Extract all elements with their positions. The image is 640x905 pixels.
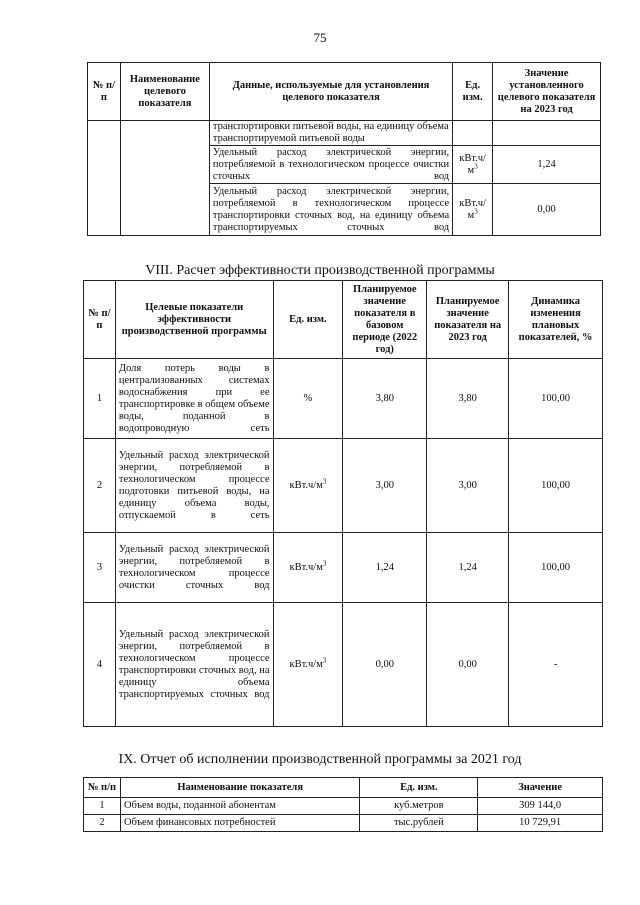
cell-unit: %: [273, 359, 343, 439]
header-num: № п/п: [84, 778, 121, 798]
section-9-title: IX. Отчет об исполнении производственной программы за 2021 год: [118, 752, 522, 767]
header-value: Значение: [478, 778, 603, 798]
cell-value: 0,00: [493, 184, 601, 236]
header-unit: Ед. изм.: [273, 281, 343, 359]
cell-name: Удельный расход электрической энергии, потребляемой в технологическом процессе транспортировки сточных вод, на единицу объема транспортируемых сточных вод: [115, 603, 273, 727]
header-plan: Планируемое значение показателя на 2023 год: [427, 281, 509, 359]
cell-num: 2: [84, 439, 116, 533]
cell-plan: 1,24: [427, 533, 509, 603]
table-row: [84, 798, 603, 815]
cell-unit: $кВт.ч/м^3$: [453, 146, 493, 184]
cell-plan: 3,00: [427, 439, 509, 533]
section-8-title: VIII. Расчет эффективности производственной программы: [145, 263, 495, 278]
cell-num: 3: [84, 533, 116, 603]
cell-plan: 3,80: [427, 359, 509, 439]
page-number: 75: [313, 30, 327, 45]
cell-base: 1,24: [343, 533, 427, 603]
cell-num: 1: [84, 359, 116, 439]
cell-dynamics: 100,00: [509, 533, 603, 603]
cell-unit: [453, 121, 493, 146]
table-row: [84, 815, 603, 832]
cell-name: Доля потерь воды в централизованных системах водоснабжения при ее транспортировке в общем объеме воды, поданной в водопроводную сеть: [115, 359, 273, 439]
cell-value: [493, 121, 601, 146]
cell-name: Объем воды, поданной абонентам: [120, 798, 359, 815]
header-num: № п/п: [88, 63, 121, 121]
header-data: Данные, используемые для установления целевого показателя: [209, 63, 452, 121]
table-row: [84, 359, 603, 439]
header-name: Целевые показатели эффективности производственной программы: [115, 281, 273, 359]
cell-name: Удельный расход электрической энергии, потребляемой в технологическом процессе подготовки питьевой воды, на единицу объема воды, отпускаемой в сеть: [115, 439, 273, 533]
cell-name: Удельный расход электрической энергии, потребляемой в технологическом процессе очистки сточных вод: [115, 533, 273, 603]
cell-dynamics: -: [509, 603, 603, 727]
efficiency-table: [83, 280, 603, 727]
cell-num: [88, 121, 121, 236]
header-num: № п/п: [84, 281, 116, 359]
cell-unit: $кВт.ч/м^3$: [273, 439, 343, 533]
header-name: Наименование показателя: [120, 778, 359, 798]
cell-base: 3,00: [343, 439, 427, 533]
cell-value: 10 729,91: [478, 815, 603, 832]
header-base: Планируемое значение показателя в базовом периоде (2022 год): [343, 281, 427, 359]
cell-data: Удельный расход электрической энергии, потребляемой в технологическом процессе очистки сточных вод: [209, 146, 452, 184]
header-value: Значение установленного целевого показателя на 2023 год: [493, 63, 601, 121]
header-unit: Ед. изм.: [453, 63, 493, 121]
header-dynamics: Динамика изменения плановых показателей, %: [509, 281, 603, 359]
cell-base: 3,80: [343, 359, 427, 439]
cell-unit: $кВт.ч/м^3$: [273, 533, 343, 603]
table-row: [84, 603, 603, 727]
cell-dynamics: 100,00: [509, 359, 603, 439]
cell-num: 4: [84, 603, 116, 727]
cell-unit: $кВт.ч/м^3$: [273, 603, 343, 727]
cell-base: 0,00: [343, 603, 427, 727]
cell-plan: 0,00: [427, 603, 509, 727]
cell-name: Объем финансовых потребностей: [120, 815, 359, 832]
table-row: [84, 533, 603, 603]
cell-unit: куб.метров: [360, 798, 478, 815]
cell-data: транспортировки питьевой воды, на единицу объема транспортируемой питьевой воды: [209, 121, 452, 146]
cell-value: 309 144,0: [478, 798, 603, 815]
cell-data: Удельный расход электрической энергии, потребляемой в технологическом процессе транспортировки сточных вод, на единицу объема транспортируемых сточных вод: [209, 184, 452, 236]
header-unit: Ед. изм.: [360, 778, 478, 798]
cell-name: [120, 121, 209, 236]
header-name: Наименование целевого показателя: [120, 63, 209, 121]
target-indicators-table: [87, 62, 601, 236]
report-table: [83, 777, 603, 832]
cell-num: 1: [84, 798, 121, 815]
cell-value: 1,24: [493, 146, 601, 184]
table-row: [84, 439, 603, 533]
cell-unit: тыс.рублей: [360, 815, 478, 832]
cell-num: 2: [84, 815, 121, 832]
table-row: [88, 121, 601, 146]
cell-dynamics: 100,00: [509, 439, 603, 533]
cell-unit: кВт.ч/ $м^3$: [453, 184, 493, 236]
